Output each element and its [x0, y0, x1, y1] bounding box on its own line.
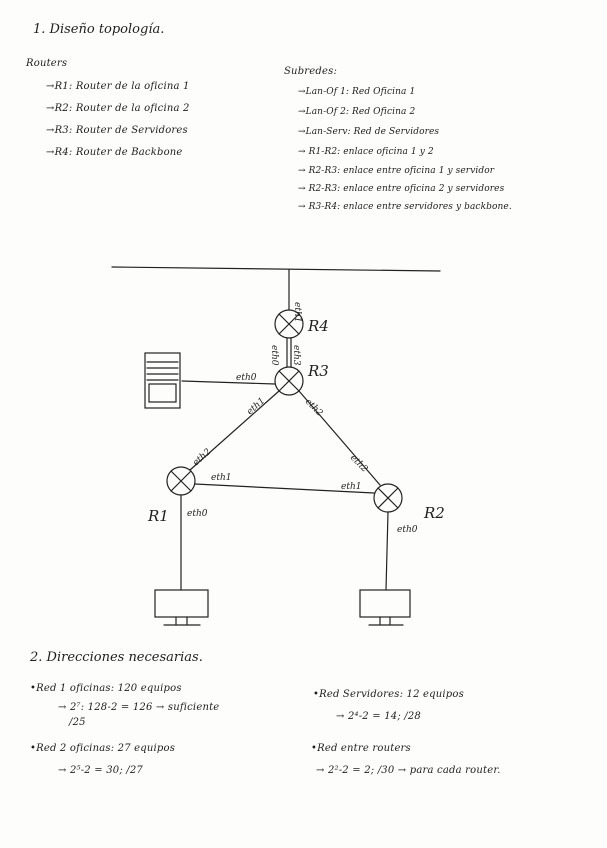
section2-heading: 2. Direcciones necesarias.	[30, 650, 203, 665]
red1-line2: → 2⁷: 128-2 = 126 → suficiente	[58, 702, 220, 713]
red1-line1: •Red 1 oficinas: 120 equipos	[30, 683, 182, 694]
section1-heading: 1. Diseño topología.	[33, 22, 165, 37]
subnet-list-item: → R1-R2: enlace oficina 1 y 2	[298, 147, 434, 157]
server-icon	[145, 353, 180, 408]
link-r2-pc	[386, 512, 388, 590]
servidores-line1: •Red Servidores: 12 equipos	[313, 689, 464, 700]
interface-label: eth0	[397, 525, 418, 535]
servidores-line2: → 2⁴-2 = 14; /28	[336, 711, 421, 722]
backbone-line	[112, 267, 440, 271]
routers-title: Routers	[26, 58, 68, 69]
router-r1-label: R1	[148, 507, 169, 525]
subnet-list-item: →Lan-Of 2: Red Oficina 2	[298, 107, 416, 117]
interface-label: eth0	[236, 373, 257, 383]
interface-label: eth1	[245, 396, 268, 418]
router-list-item: →R1: Router de la oficina 1	[46, 81, 190, 92]
interface-label: eth1	[341, 482, 362, 492]
link-r3-server	[182, 381, 275, 384]
router-list-item: →R4: Router de Backbone	[46, 147, 183, 158]
router-list-item: →R2: Router de la oficina 2	[46, 103, 190, 114]
subnet-list-item: → R2-R3: enlace entre oficina 2 y servidores	[298, 184, 505, 194]
router-r1-icon	[167, 467, 195, 495]
routers-net-line2: → 2²-2 = 2; /30 → para cada router.	[316, 765, 501, 776]
pc-office2-icon	[360, 590, 410, 625]
router-r2-label: R2	[424, 504, 445, 522]
pc-office1-icon	[155, 590, 208, 625]
router-list-item: →R3: Router de Servidores	[46, 125, 188, 136]
red2-line1: •Red 2 oficinas: 27 equipos	[30, 743, 176, 754]
red2-line2: → 2⁵-2 = 30; /27	[58, 765, 143, 776]
interface-label: eth1	[211, 473, 232, 483]
routers-net-line1: •Red entre routers	[311, 743, 411, 754]
interface-label: eth0	[187, 509, 208, 519]
red1-line3: /25	[69, 717, 86, 728]
router-r3-label: R3	[308, 362, 329, 380]
interface-label: eth2	[191, 447, 214, 469]
interface-label: eth2	[347, 453, 370, 475]
subnet-list-item: → R3-R4: enlace entre servidores y backbone.	[298, 202, 512, 212]
subnet-list-item: →Lan-Of 1: Red Oficina 1	[298, 87, 416, 97]
link-r4-r3	[287, 338, 291, 367]
subnets-title: Subredes:	[284, 66, 338, 77]
interface-label: eth3	[291, 345, 301, 366]
interface-label: eth1	[292, 302, 302, 323]
interface-label: eth0	[269, 345, 279, 366]
subnet-list-item: →Lan-Serv: Red de Servidores	[298, 127, 440, 137]
subnet-list-item: → R2-R3: enlace entre oficina 1 y servidor	[298, 166, 495, 176]
router-r2-icon	[374, 484, 402, 512]
interface-label: eth2	[302, 397, 325, 419]
router-r4-label: R4	[308, 317, 329, 335]
